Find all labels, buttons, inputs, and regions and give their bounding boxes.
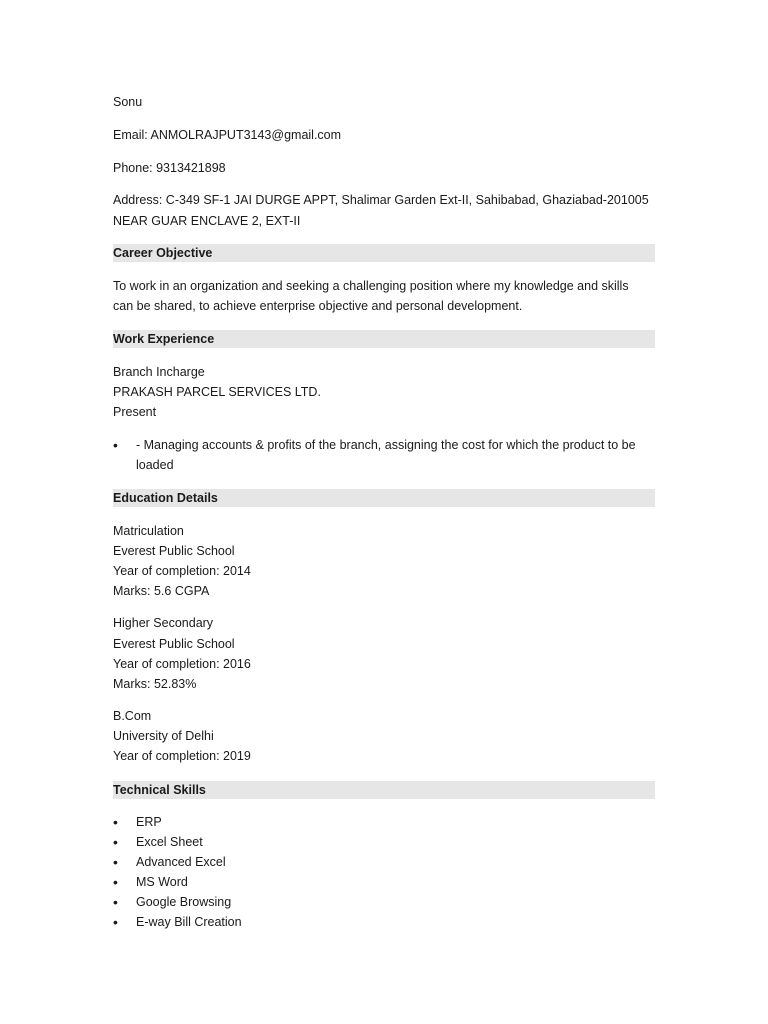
education-marks: Marks: 5.6 CGPA [113,584,210,598]
education-year: Year of completion: 2014 [113,564,251,578]
career-objective-line-1: To work in an organization and seeking a challenging position where my knowledge and skills [113,279,629,293]
bullet-icon: • [113,874,118,890]
company-name: PRAKASH PARCEL SERVICES LTD. [113,385,321,399]
work-bullet-item [113,435,655,475]
skill-label: Google Browsing [136,895,232,909]
education-degree: B.Com [113,709,152,723]
skill-item [113,892,655,912]
bullet-icon: • [113,814,118,830]
bullet-icon: • [113,854,118,870]
skill-item [113,912,655,932]
address-line-2: NEAR GUAR ENCLAVE 2, EXT-II [113,214,301,228]
education-year: Year of completion: 2016 [113,657,251,671]
bullet-icon: • [113,437,118,453]
phone-line: Phone: 9313421898 [113,161,226,175]
education-marks: Marks: 52.83% [113,677,197,691]
bullet-icon: • [113,834,118,850]
bullet-icon: • [113,914,118,930]
bullet-icon: • [113,894,118,910]
education-degree: Matriculation [113,524,184,538]
skill-label: Excel Sheet [136,835,203,849]
education-year: Year of completion: 2019 [113,749,251,763]
education-school: Everest Public School [113,637,235,651]
skill-item [113,832,655,852]
section-heading-work-experience: Work Experience [113,330,655,348]
skill-item [113,872,655,892]
skill-item [113,852,655,872]
career-objective-line-2: can be shared, to achieve enterprise objective and personal development. [113,299,523,313]
section-heading-career-objective: Career Objective [113,244,655,262]
skill-label: Advanced Excel [136,855,226,869]
work-bullet-line-1: - Managing accounts & profits of the branch, assigning the cost for which the product to be [136,438,636,452]
education-degree: Higher Secondary [113,616,214,630]
section-heading-technical-skills: Technical Skills [113,781,655,799]
skill-label: ERP [136,815,162,829]
work-bullet-line-2: loaded [136,458,174,472]
candidate-name: Sonu [113,95,143,109]
email-line: Email: ANMOLRAJPUT3143@gmail.com [113,128,342,142]
job-period: Present [113,405,157,419]
skill-label: MS Word [136,875,188,889]
section-heading-education-details: Education Details [113,489,655,507]
skill-item [113,812,655,832]
education-school: Everest Public School [113,544,235,558]
address-line-1: Address: C-349 SF-1 JAI DURGE APPT, Shalimar Garden Ext-II, Sahibabad, Ghaziabad-201005 [113,193,649,207]
skill-label: E-way Bill Creation [136,915,242,929]
job-title: Branch Incharge [113,365,205,379]
education-school: University of Delhi [113,729,214,743]
